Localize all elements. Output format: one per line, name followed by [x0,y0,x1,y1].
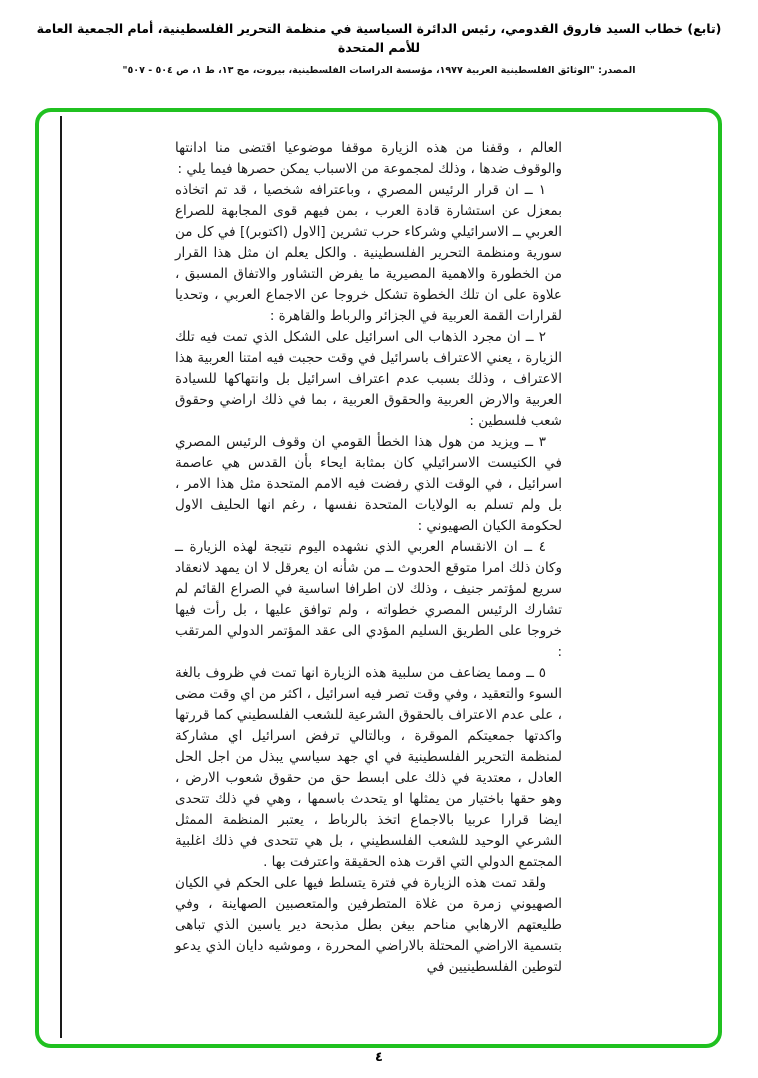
paragraph: ٢ ــ ان مجرد الذهاب الى اسرائيل على الشكل الذي تمت فيه تلك الزيارة ، يعني الاعتراف باسرائيل في وقت حجبت فيه امتنا العربية هذا الاعتراف ، وذلك بسبب عدم اعتراف اسرائيل بل وانتهاكها للسيادة العربية والارض العربية والحقوق العربية ، بما في ذلك اراضي وحقوق شعب فلسطين : [175,329,562,429]
page-number: ٤ [375,1050,383,1065]
paragraph: العالم ، وقفنا من هذه الزيارة موقفا موضوعيا اقتضى منا ادانتها والوقوف ضدها ، وذلك لمجموعة من الاسباب يمكن حصرها فيما يلي : [175,140,562,177]
scanned-text-block [175,138,562,978]
scanned-page-frame [35,108,722,1048]
paragraph: ٤ ــ ان الانقسام العربي الذي نشهده اليوم نتيجة لهذه الزيارة ــ وكان ذلك امرا متوقع الحدوث ــ من شأنه ان يعرقل لا ان يمهد لانعقاد سريع لمؤتمر جنيف ، وذلك لان اطرافا اساسية في الصراع القائم لم تشارك الرئيس المصري خطواته ، ولم توافق عليها ، بل رأت فيها خروجا على الطريق السليم المؤدي الى عقد المؤتمر الدولي المرتقب : [175,539,562,660]
paragraph: ١ ــ ان قرار الرئيس المصري ، وباعترافه شخصيا ، قد تم اتخاذه بمعزل عن استشارة قادة العرب ، بمن فيهم قوى المجابهة للصراع العربي ــ الاسرائيلي وشركاء حرب تشرين [الاول (اكتوبر)] في كل من سورية ومنظمة التحرير الفلسطينية . والكل يعلم ان مثل هذا القرار من الخطورة والاهمية المصيرية ما يفرض التشاور والاتفاق المسبق ، علاوة على ان تلك الخطوة تشكل خروجا عن الاجماع العربي ، وتحديا لقرارات القمة العربية في الجزائر والرباط والقاهرة : [175,182,562,324]
paragraph: ٥ ــ ومما يضاعف من سلبية هذه الزيارة انها تمت في ظروف بالغة السوء والتعقيد ، وفي وقت تصر فيه اسرائيل ، اكثر من اي وقت مضى ، على عدم الاعتراف بالحقوق الشرعية للشعب الفلسطيني كما قررتها واكدتها جمعيتكم الموقرة ، وبالتالي ترفض اسرائيل اي مشاركة لمنظمة التحرير الفلسطينية في اي جهد سياسي يبذل من اجل الحل العادل ، معتدية في ذلك على ابسط حق من حقوق شعوب الارض ، وهو حقها باختيار من يمثلها او يتحدث باسمها ، وهي في ذلك تتحدى ايضا قرارا عربيا بالاجماع اتخذ بالرباط ، يعتبر المنظمة الممثل الشرعي الوحيد للشعب الفلسطيني ، بل هي تتحدى في ذلك اغلبية المجتمع الدولي التي اقرت هذه الحقيقة واعترفت بها . [175,665,562,870]
paragraph: ولقد تمت هذه الزيارة في فترة يتسلط فيها على الحكم في الكيان الصهيوني زمرة من غلاة المتطرفين والمتعصبين الصهاينة ، وفي طليعتهم الارهابي مناحم بيغن بطل مذبحة دير ياسين الذي تباهى بتسمية الاراضي المحتلة بالاراضي المحررة ، وموشيه دايان الذي يدعو لتوطين الفلسطينيين في [175,875,562,975]
document-header [0,20,758,76]
header-source: المصدر: "الوثائق الفلسطينية العربية ١٩٧٧، مؤسسة الدراسات الفلسطينية، بيروت، مج ١٣، ط ١، ص ٥٠٤ - ٥٠٧" [122,64,636,76]
paragraph: ٣ ــ ويزيد من هول هذا الخطأ القومي ان وقوف الرئيس المصري في الكنيست الاسرائيلي كان بمثابة ايحاء بأن القدس هي عاصمة اسرائيل ، في الوقت الذي رفضت فيه الامم المتحدة مثل هذا الامر ، بل ولم تسلم به الولايات المتحدة نفسها ، رغم انها الحليف الاول لحكومة الكيان الصهيوني : [175,434,562,534]
header-title: (تابع) خطاب السيد فاروق القدومي، رئيس الدائرة السياسية في منظمة التحرير الفلسطينية، أمام الجمعية العامة للأمم المتحدة [36,21,722,55]
scan-edge-line [60,116,62,1038]
